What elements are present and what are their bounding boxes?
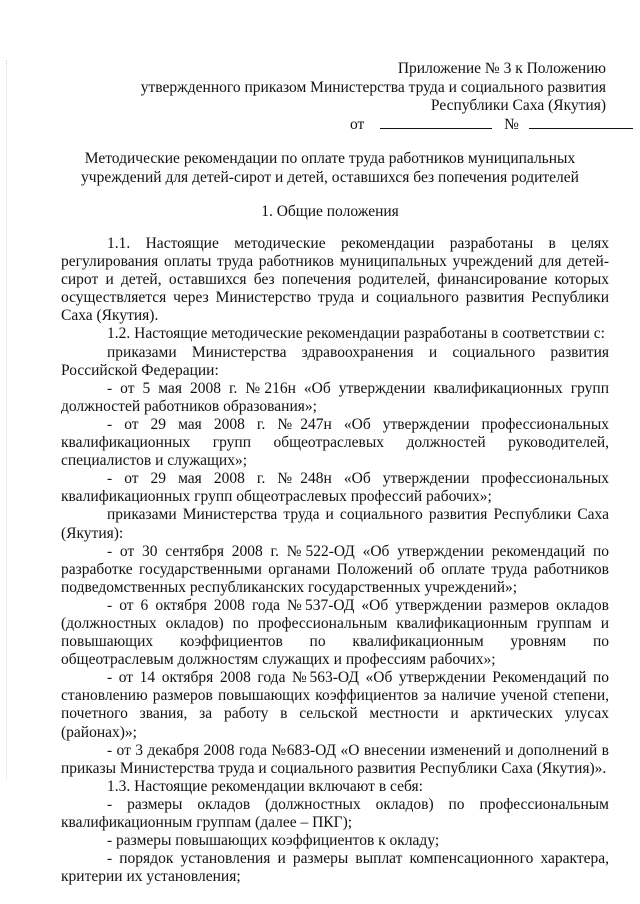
- includes-item-compensation: - порядок установления и размеры выплат компенсационного характера, критерии их установления;: [61, 850, 609, 886]
- list-item-248n: - от 29 мая 2008 г. №248н «Об утверждении профессиональных квалификационных групп общеотраслевых профессий рабочих»;: [61, 470, 609, 506]
- list-item-247n: - от 29 мая 2008 г. №247н «Об утверждении профессиональных квалификационных групп общеотраслевых должностей руководителей, специалистов и служащих»;: [61, 415, 609, 470]
- number-blank: [529, 115, 633, 129]
- list-item-522-od: - от 30 сентября 2008 г. №522-ОД «Об утверждении рекомендаций по разработке государственными органами Положений об оплате труда работников подведомственных республиканских государственных учреждений»;: [61, 542, 609, 596]
- date-number-line: [350, 115, 633, 134]
- paragraph-1-2: 1.2. Настоящие методические рекомендации разработаны в соответствии с:: [107, 325, 605, 343]
- appendix-header: [126, 60, 606, 116]
- list-item-216n: - от 5 мая 2008 г. №216н «Об утверждении квалификационных групп должностей работников образования»;: [61, 379, 609, 415]
- number-label: №: [504, 116, 519, 133]
- appendix-line-2: утвержденного приказом Министерства труда и социального развития: [140, 78, 606, 96]
- list-item-563-od: - от 14 октября 2008 года №563-ОД «Об утверждении Рекомендаций по становлению размеров повышающих коэффициентов за наличие ученой степени, почетного звания, за работу в сельской местности и арктических улусах (районах)»;: [61, 669, 609, 741]
- orders-labor-ministry: приказами Министерства труда и социального развития Республики Саха (Якутия):: [61, 506, 609, 542]
- from-label: от: [350, 116, 365, 133]
- title-line-2: учреждений для детей-сирот и детей, оставшихся без попечения родителей: [81, 169, 579, 186]
- includes-item-coefficients: - размеры повышающих коэффициентов к окладу;: [107, 832, 440, 850]
- list-item-537-od: - от 6 октября 2008 года №537-ОД «Об утверждении размеров окладов (должностных окладов) по профессиональным квалификационным группам и повышающих коэффициентов по квалификационным уровням по общеотраслевым должностям служащих и профессиям рабочих»;: [61, 596, 609, 669]
- paragraph-1-1: 1.1. Настоящие методические рекомендации разработаны в целях регулирования оплаты труда работников муниципальных учреждений для детей-сирот и детей, оставшихся без попечения родителей, финансирование которых осуществляется через Министерство труда и социального развития Республики Саха (Якутия).: [61, 235, 609, 325]
- orders-health-ministry: приказами Министерства здравоохранения и социального развития Российской Федерации:: [61, 343, 609, 379]
- scan-margin-artifact: [6, 60, 9, 780]
- section-heading: 1. Общие положения: [261, 203, 399, 220]
- title-line-1: Методические рекомендации по оплате труда работников муниципальных: [84, 150, 576, 167]
- document-title: [60, 149, 600, 187]
- appendix-line-1: Приложение № 3 к Положению: [397, 60, 606, 77]
- document-body: [61, 235, 609, 886]
- list-item-683-od: - от 3 декабря 2008 года №683-ОД «О внесении изменений и дополнений в приказы Министерства труда и социального развития Республики Саха (Якутия)».: [61, 741, 609, 777]
- includes-item-salaries: - размеры окладов (должностных окладов) по профессиональным квалификационным группам (далее – ПКГ);: [61, 795, 609, 831]
- date-blank: [380, 115, 492, 129]
- paragraph-1-3: 1.3. Настоящие рекомендации включают в себя:: [107, 777, 423, 795]
- appendix-line-3: Республики Саха (Якутия): [430, 97, 606, 114]
